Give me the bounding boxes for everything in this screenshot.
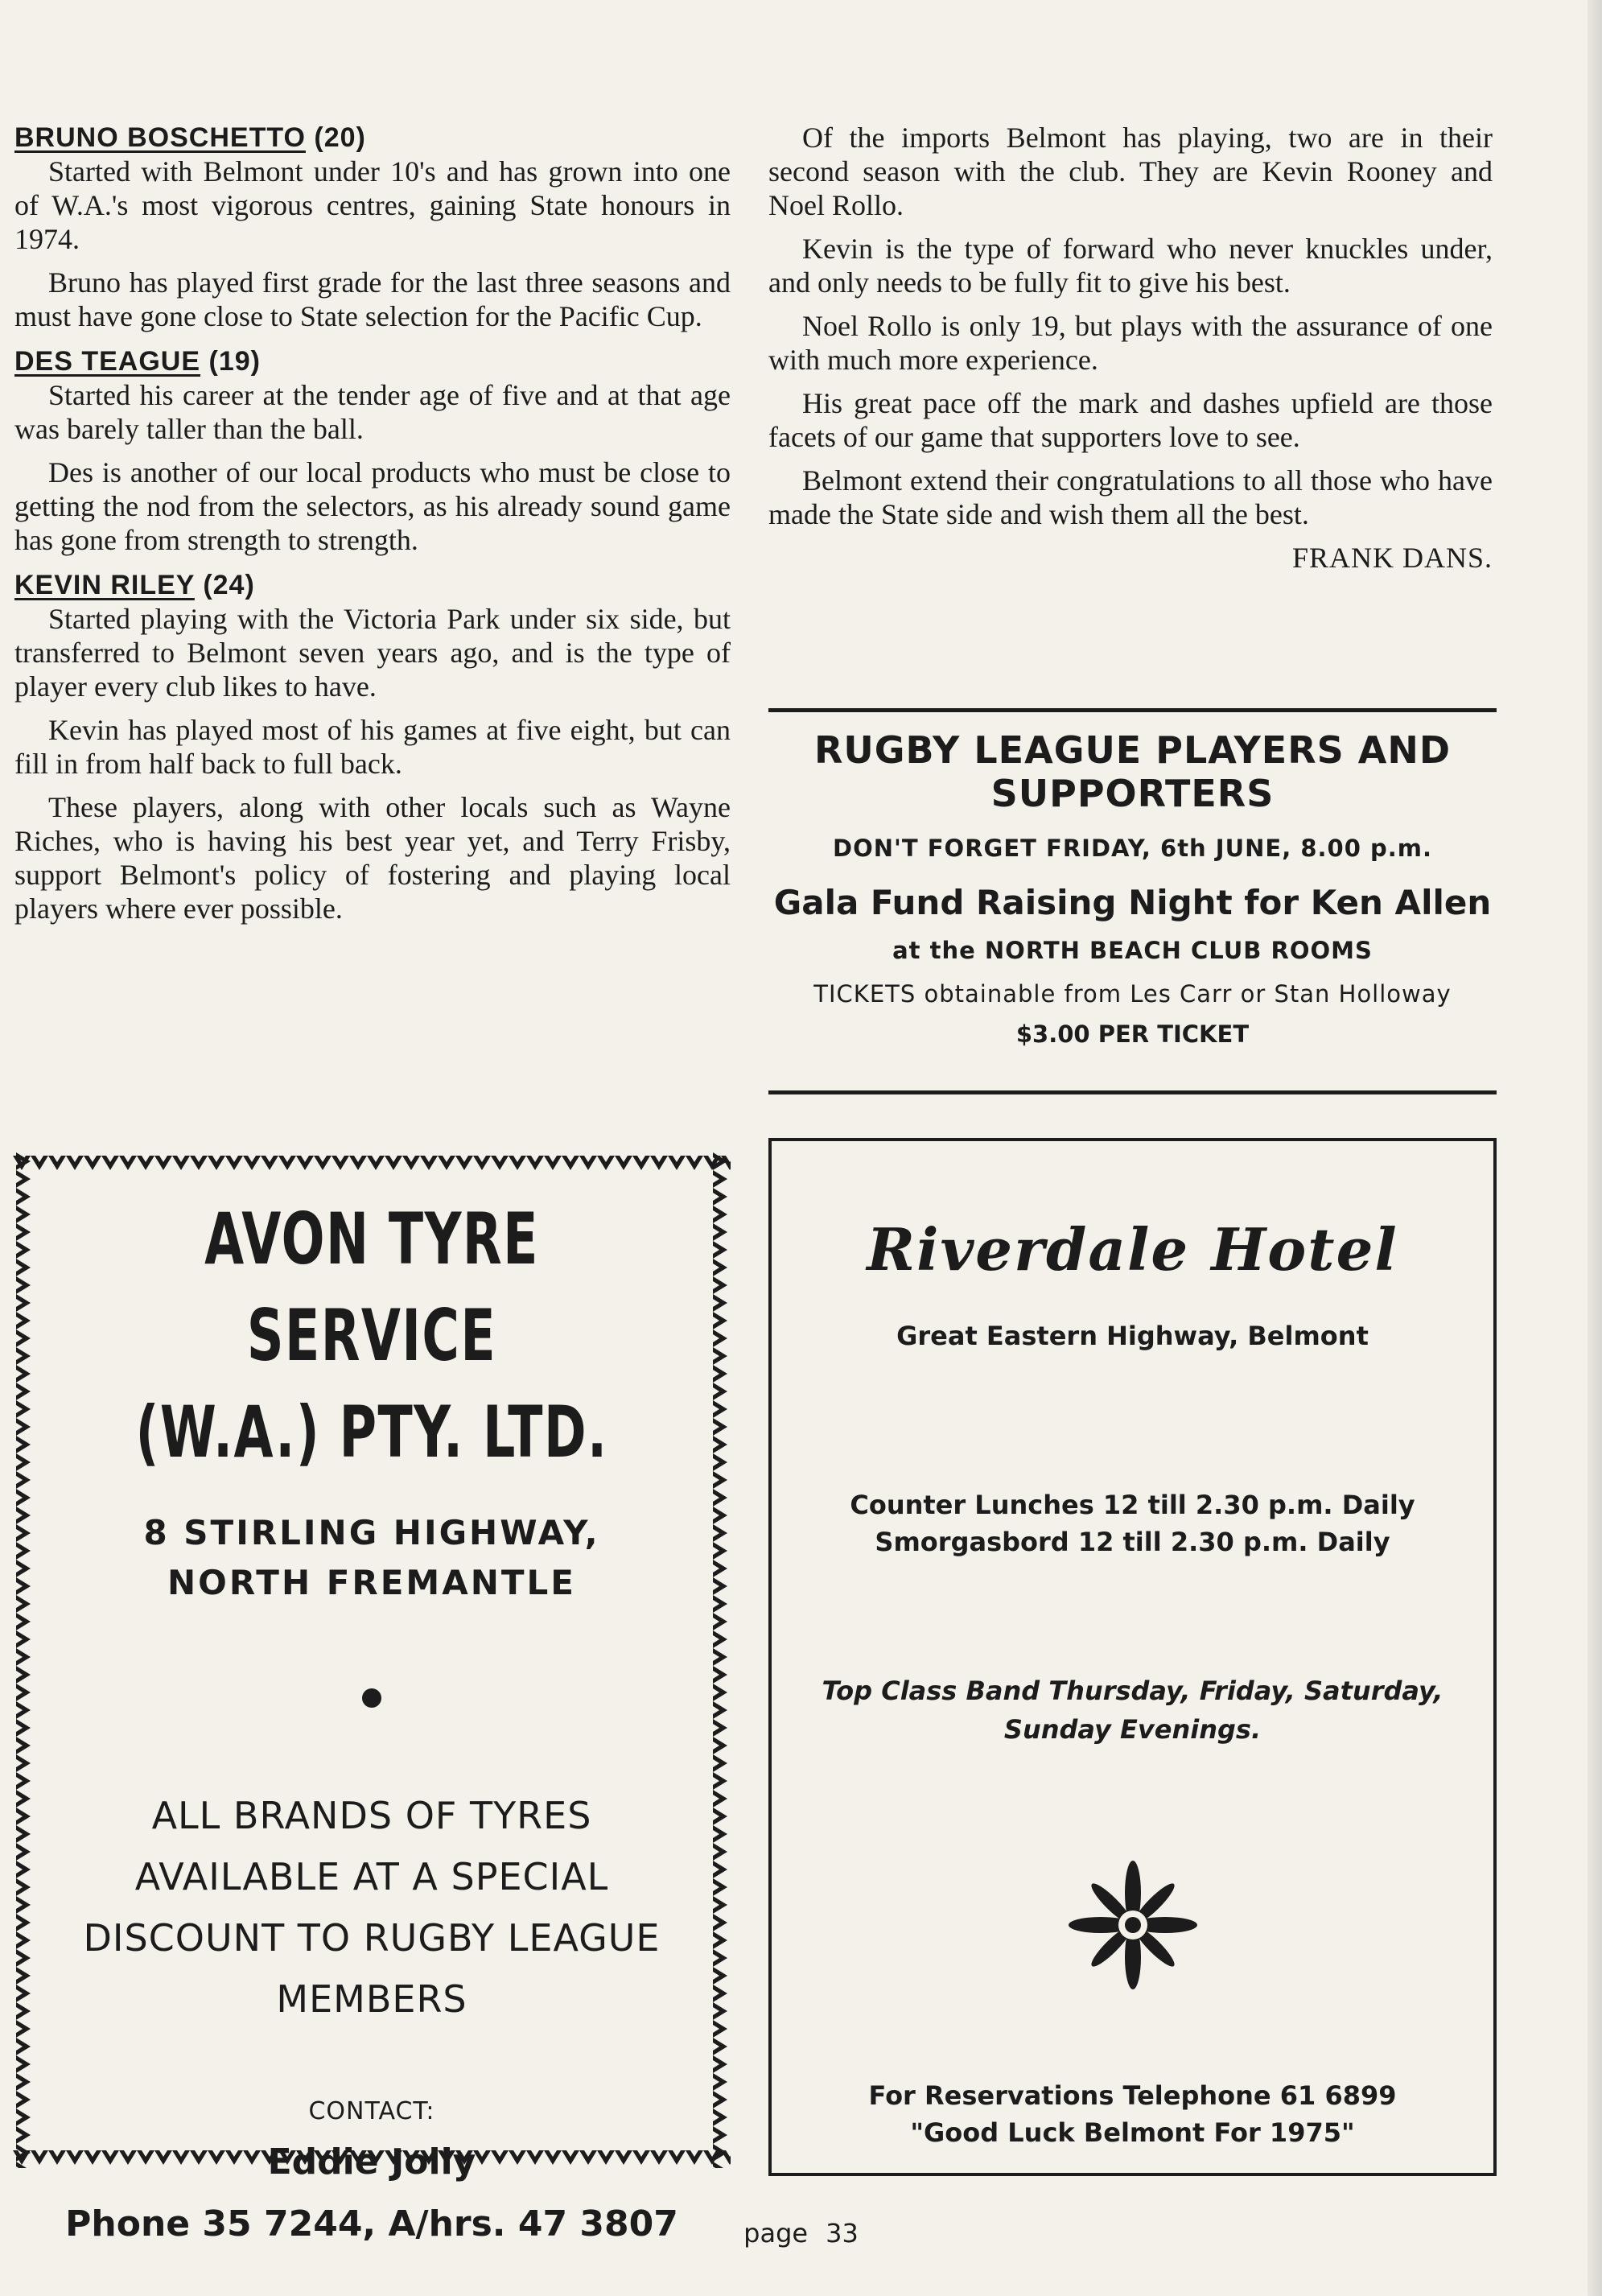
- paragraph: Des is another of our local products who must be close to getting the nod from the selectors, as his already sound game has gone from strength to strength.: [14, 456, 731, 556]
- contact-label: CONTACT:: [308, 2097, 435, 2125]
- zigzag-border-icon: [13, 1152, 731, 1173]
- entertainment-line: Top Class Band Thursday, Friday, Saturday,: [822, 1676, 1443, 1706]
- avon-tyre-advertisement: [13, 1152, 731, 2244]
- entertainment-line: Sunday Evenings.: [1003, 1714, 1262, 1745]
- player-age: (20): [314, 122, 366, 153]
- paragraph: Started with Belmont under 10's and has grown into one of W.A.'s most vigorous centres, gaining State honours in 1974.: [14, 155, 731, 255]
- player-name: BRUNO BOSCHETTO: [14, 122, 306, 153]
- paragraph: Started playing with the Victoria Park under six side, but transferred to Belmont seven years ago, and is the type of player every club likes to have.: [14, 603, 731, 703]
- notice-date: DON'T FORGET FRIDAY, 6th JUNE, 8.00 p.m.: [833, 835, 1432, 862]
- page-label: page: [743, 2218, 809, 2249]
- address-line: 8 STIRLING HIGHWAY,: [143, 1513, 600, 1552]
- entertainment-info: [772, 1672, 1493, 1749]
- notice-price: $3.00 PER TICKET: [1015, 1020, 1250, 1048]
- notice-title: SUPPORTERS: [990, 772, 1275, 815]
- paragraph: Of the imports Belmont has playing, two are in their second season with the club. They are Kevin Rooney and Noel Rollo.: [768, 122, 1493, 221]
- page-edge: [1588, 0, 1602, 2296]
- bullet-dot-icon: [362, 1688, 381, 1708]
- hotel-address: Great Eastern Highway, Belmont: [896, 1321, 1369, 1351]
- dining-line: Counter Lunches 12 till 2.30 p.m. Daily: [850, 1490, 1415, 1520]
- player-profiles-column: [14, 121, 731, 937]
- notice-venue: at the NORTH BEACH CLUB ROOMS: [892, 937, 1373, 964]
- zigzag-border-icon: [13, 1152, 34, 2168]
- ornament-icon: [1065, 1857, 1201, 1993]
- paragraph: Kevin is the type of forward who never knuckles under, and only needs to be fully fit to give his best.: [768, 233, 1493, 299]
- dining-info: [772, 1486, 1493, 1560]
- player-heading: [14, 344, 731, 378]
- paragraph: Started his career at the tender age of five and at that age was barely taller than the ball.: [14, 379, 731, 445]
- paragraph: Kevin has played most of his games at five eight, but can fill in from half back to full back.: [14, 714, 731, 780]
- reservations-info: [772, 2077, 1493, 2151]
- zigzag-border-icon: [13, 2147, 731, 2168]
- player-age: (24): [203, 570, 255, 600]
- rugby-league-notice: [768, 728, 1497, 1048]
- notice-title: RUGBY LEAGUE PLAYERS AND: [813, 728, 1452, 772]
- author-byline: FRANK DANS.: [1291, 542, 1493, 574]
- dining-line: Smorgasbord 12 till 2.30 p.m. Daily: [875, 1527, 1390, 1557]
- page-footer: [0, 2218, 1602, 2249]
- offer-line: DISCOUNT TO RUGBY LEAGUE: [83, 1916, 661, 1960]
- company-name-line: (W.A.) PTY. LTD.: [135, 1391, 608, 1474]
- company-name: [113, 1191, 630, 1481]
- divider-rule: [768, 708, 1497, 712]
- paragraph: Noel Rollo is only 19, but plays with the assurance of one with much more experience.: [768, 310, 1493, 376]
- player-profile-kevin: [14, 568, 731, 925]
- player-heading: [14, 568, 731, 602]
- player-age: (19): [208, 346, 261, 377]
- article-continuation-column: [768, 121, 1493, 575]
- player-profile-bruno: [14, 121, 731, 333]
- player-name: DES TEAGUE: [14, 346, 201, 377]
- zigzag-border-icon: [710, 1152, 731, 2168]
- offer-line: MEMBERS: [276, 1977, 467, 2021]
- paragraph: Bruno has played first grade for the last three seasons and must have gone close to State selection for the Pacific Cup.: [14, 266, 731, 332]
- paragraph: His great pace off the mark and dashes upfield are those facets of our game that supporters love to see.: [768, 387, 1493, 453]
- player-name: KEVIN RILEY: [14, 570, 195, 600]
- paragraph: Belmont extend their congratulations to all those who have made the State side and wish them all the best.: [768, 464, 1493, 530]
- contact-phone: Phone 35 7244, A/hrs. 47 3807: [65, 2203, 678, 2244]
- player-profile-des: [14, 344, 731, 557]
- notice-event: Gala Fund Raising Night for Ken Allen: [773, 883, 1492, 922]
- reservations-line: For Reservations Telephone 61 6899: [868, 2080, 1397, 2111]
- company-name-line: AVON TYRE SERVICE: [204, 1197, 539, 1377]
- brands-offer: [13, 1785, 731, 2030]
- riverdale-hotel-advertisement: [768, 1138, 1497, 2176]
- page-number: 33: [826, 2218, 859, 2249]
- company-address: [13, 1508, 731, 1608]
- hotel-name: Riverdale Hotel: [867, 1215, 1398, 1284]
- divider-rule: [768, 1090, 1497, 1094]
- paragraph: These players, along with other locals such as Wayne Riches, who is having his best year yet, and Terry Frisby, support Belmont's policy of fostering and playing local players where ever possible.: [14, 791, 731, 925]
- offer-line: ALL BRANDS OF TYRES: [151, 1794, 592, 1837]
- offer-line: AVAILABLE AT A SPECIAL: [134, 1855, 609, 1898]
- notice-tickets: TICKETS obtainable from Les Carr or Stan Holloway: [813, 980, 1452, 1008]
- player-heading: [14, 121, 731, 155]
- good-luck-message: "Good Luck Belmont For 1975": [910, 2117, 1355, 2148]
- address-line: NORTH FREMANTLE: [167, 1563, 576, 1602]
